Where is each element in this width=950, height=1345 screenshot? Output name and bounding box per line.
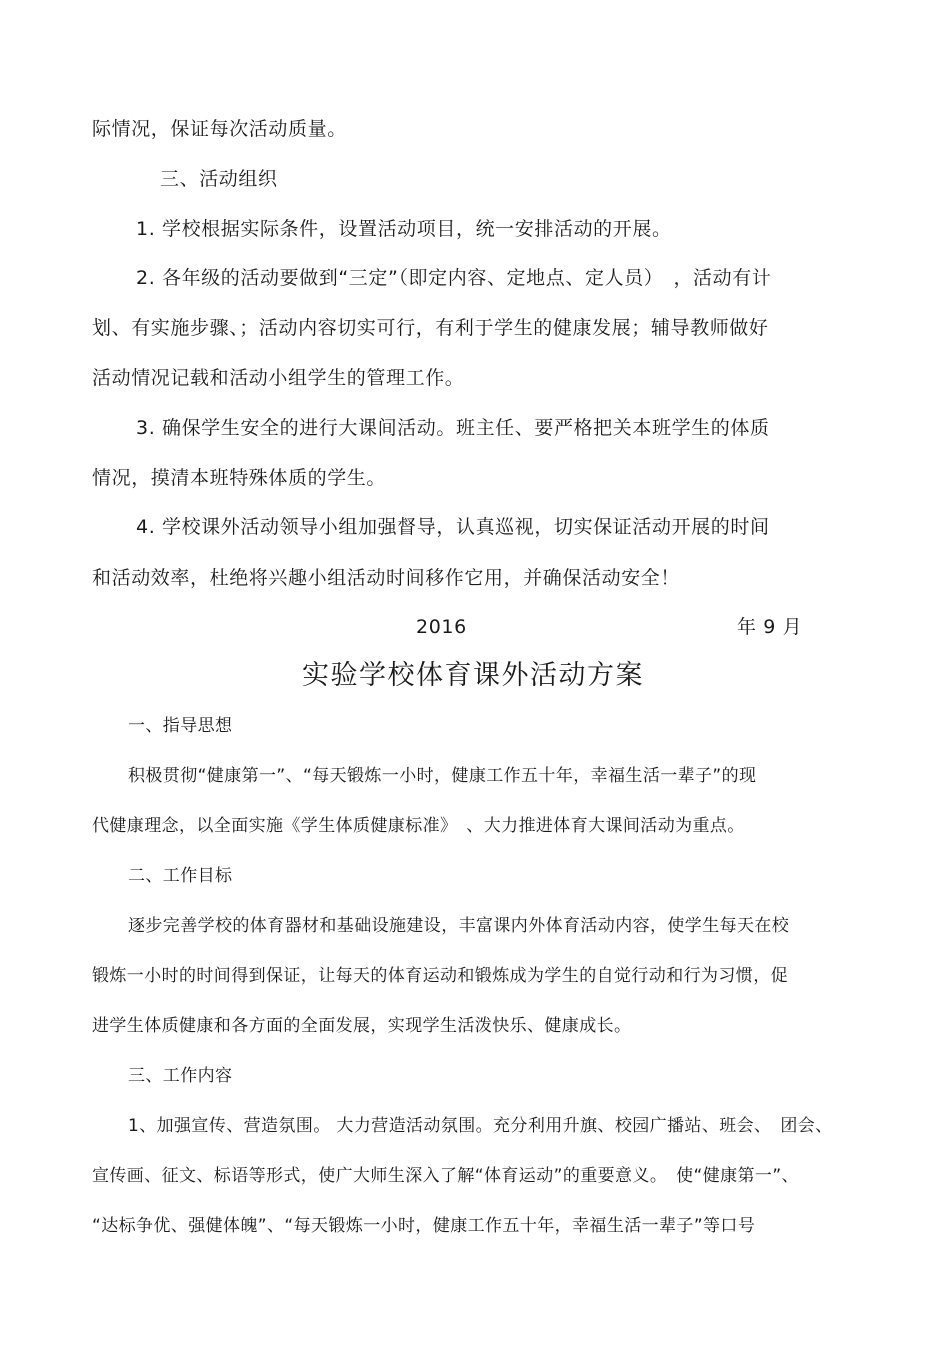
document-title: 实验学校体育课外活动方案: [302, 660, 644, 691]
date-month: 年 9 月: [737, 616, 803, 638]
paragraph-line: “达标争优、强健体魄”、“每天锻炼一小时，健康工作五十年，幸福生活一辈子”等口号: [92, 1216, 756, 1236]
list-item-3-line-2: 情况，摸清本班特殊体质的学生。: [92, 467, 387, 489]
list-item-2-line-1: 2. 各年级的活动要做到“三定”（即定内容、定地点、定人员） ，活动有计: [136, 267, 772, 289]
list-item-1: 1. 学校根据实际条件，设置活动项目，统一安排活动的开展。: [136, 218, 672, 240]
section-heading-work-content: 三、工作内容: [128, 1066, 233, 1086]
list-item-4-line-1: 4. 学校课外活动领导小组加强督导，认真巡视，切实保证活动开展的时间: [136, 516, 770, 538]
list-item-2-line-2: 划、有实施步骤、；活动内容切实可行，有利于学生的健康发展；辅导教师做好: [92, 317, 769, 339]
list-item-4-line-2: 和活动效率，杜绝将兴趣小组活动时间移作它用，并确保活动安全！: [92, 567, 681, 589]
paragraph-line: 际情况，保证每次活动质量。: [92, 118, 347, 140]
paragraph-line: 1、加强宣传、营造氛围。 大力营造活动氛围。充分利用升旗、校园广播站、班会、 团会、: [128, 1116, 833, 1136]
section-heading-activity-organization: 三、活动组织: [160, 168, 278, 190]
paragraph-line: 积极贯彻“健康第一”、“每天锻炼一小时，健康工作五十年，幸福生活一辈子”的现: [128, 766, 757, 786]
paragraph-line: 锻炼一小时的时间得到保证，让每天的体育运动和锻炼成为学生的自觉行动和行为习惯，促: [92, 966, 788, 986]
section-heading-guiding-ideology: 一、指导思想: [128, 716, 233, 736]
date-year: 2016: [416, 616, 467, 638]
list-item-3-line-1: 3. 确保学生安全的进行大课间活动。班主任、要严格把关本班学生的体质: [136, 417, 770, 439]
paragraph-line: 宣传画、征文、标语等形式，使广大师生深入了解“体育运动”的重要意义。 使“健康第一”、: [92, 1166, 799, 1186]
paragraph-line: 代健康理念，以全面实施《学生体质健康标准》 、大力推进体育大课间活动为重点。: [92, 816, 745, 836]
list-item-2-line-3: 活动情况记载和活动小组学生的管理工作。: [92, 367, 465, 389]
section-heading-work-goals: 二、工作目标: [128, 866, 233, 886]
paragraph-line: 进学生体质健康和各方面的全面发展，实现学生活泼快乐、健康成长。: [92, 1016, 632, 1036]
paragraph-line: 逐步完善学校的体育器材和基础设施建设，丰富课内外体育活动内容，使学生每天在校: [128, 916, 790, 936]
